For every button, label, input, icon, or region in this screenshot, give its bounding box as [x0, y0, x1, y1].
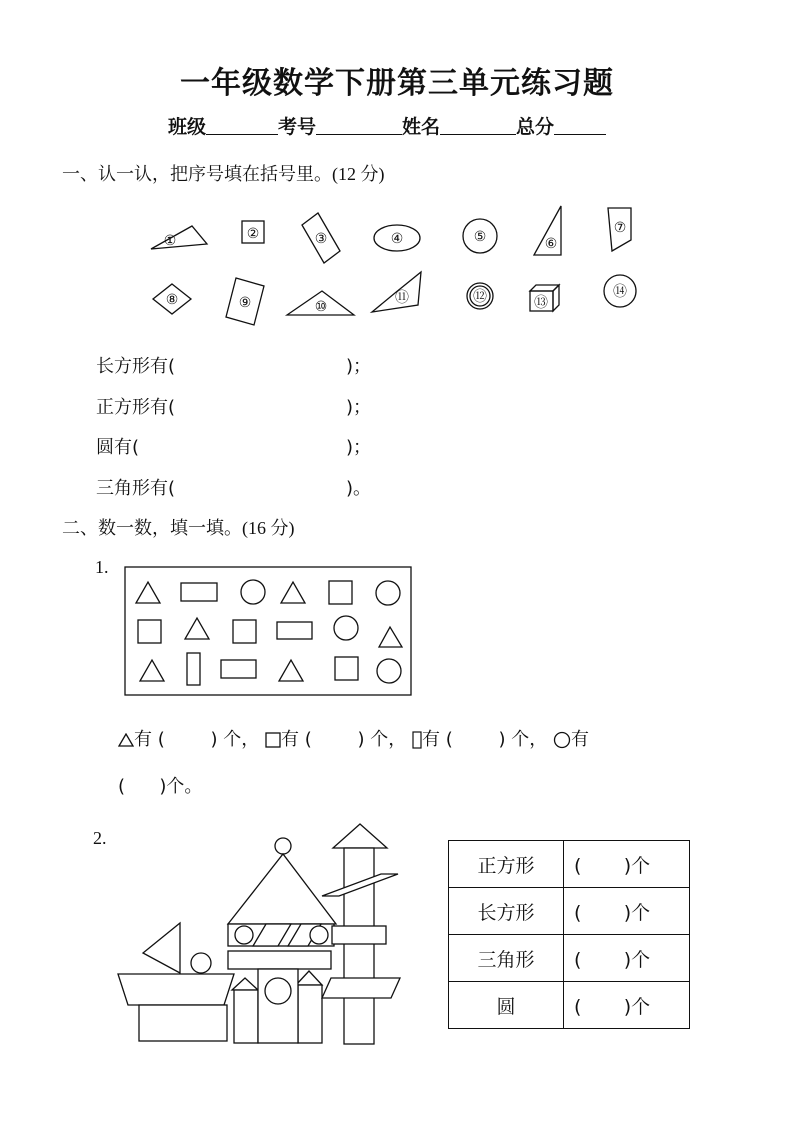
answer-squares-label: 正方形有( [96, 397, 176, 418]
shape-label-4: ④ [390, 231, 404, 247]
shape-label-8: ⑧ [165, 292, 179, 308]
student-info-line [168, 112, 606, 139]
count-table [448, 840, 690, 1029]
triangle-icon [118, 733, 134, 747]
section1-heading [62, 160, 385, 186]
row-value-squares[interactable]: ( )个 [564, 841, 690, 888]
question-1-line-2: ( )个。 [118, 776, 203, 797]
class-label: 班级 [168, 116, 207, 138]
question-1-line [118, 725, 589, 751]
shape-label-2: ② [246, 226, 260, 242]
shape-label-11: ⑪ [395, 290, 409, 306]
score-field[interactable] [554, 116, 606, 135]
shape-1-triangle [151, 226, 207, 249]
answer-triangles-close: )。 [346, 478, 372, 499]
answer-triangles-label: 三角形有( [96, 478, 176, 499]
row-label-rectangles: 长方形 [449, 888, 564, 935]
shape-label-7: ⑦ [613, 220, 627, 236]
shape-counting-box [124, 566, 412, 696]
square-count-text: 有 ( ) 个， [281, 729, 407, 750]
question-2-number: 2. [93, 828, 107, 848]
section1-points: (12 分) [332, 164, 385, 184]
row-value-triangles[interactable]: ( )个 [564, 935, 690, 982]
answer-circles-label: 圆有( [96, 437, 140, 458]
section2-heading [62, 514, 295, 540]
shape-label-9: ⑨ [238, 295, 252, 311]
square-icon [265, 732, 281, 748]
rectangle-count-text: 有 ( ) 个， [422, 729, 548, 750]
section1-heading-text: 一、认一认，把序号填在括号里。 [62, 164, 332, 185]
answer-rectangles-close: )； [346, 356, 372, 377]
table-row [449, 935, 690, 982]
name-label: 姓名 [402, 116, 441, 138]
row-label-circles: 圆 [449, 982, 564, 1029]
table-row [449, 841, 690, 888]
answer-triangles-field[interactable] [190, 474, 340, 498]
section1-shapes [0, 195, 794, 330]
shape-label-13: ⑬ [534, 295, 548, 311]
rectangle-icon [412, 731, 422, 749]
triangle-count-text: 有 ( ) 个， [134, 729, 260, 750]
answer-rectangles-field[interactable] [190, 352, 340, 376]
answer-circles-field[interactable] [150, 433, 340, 457]
exam-no-field[interactable] [316, 116, 402, 135]
circle-count-text: 有 [571, 729, 589, 750]
shape-label-6: ⑥ [544, 236, 558, 252]
table-row [449, 982, 690, 1029]
page-title: 一年级数学下册第三单元练习题 [180, 66, 614, 101]
row-label-triangles: 三角形 [449, 935, 564, 982]
row-value-circles[interactable]: ( )个 [564, 982, 690, 1029]
row-value-rectangles[interactable]: ( )个 [564, 888, 690, 935]
name-field[interactable] [440, 116, 516, 135]
answer-squares-field[interactable] [190, 393, 340, 417]
shape-label-10: ⑩ [314, 299, 328, 315]
shape-label-3: ③ [314, 231, 328, 247]
circle-icon [553, 731, 571, 749]
answer-rectangles-label: 长方形有( [96, 356, 176, 377]
class-field[interactable] [206, 116, 278, 135]
exam-no-label: 考号 [278, 116, 317, 138]
section2-heading-text: 二、数一数，填一填。 [62, 518, 242, 539]
answer-squares-close: )； [346, 397, 372, 418]
question-1-number: 1. [95, 557, 109, 577]
shape-label-5: ⑤ [473, 229, 487, 245]
answer-circles-close: )； [346, 437, 372, 458]
table-row [449, 888, 690, 935]
shape-label-12: ⑫ [473, 289, 487, 305]
score-label: 总分 [516, 116, 555, 138]
block-building-picture [110, 820, 410, 1050]
row-label-squares: 正方形 [449, 841, 564, 888]
shape-label-1: ① [163, 233, 177, 249]
section2-points: (16 分) [242, 518, 295, 538]
shape-label-14: ⑭ [613, 284, 627, 300]
